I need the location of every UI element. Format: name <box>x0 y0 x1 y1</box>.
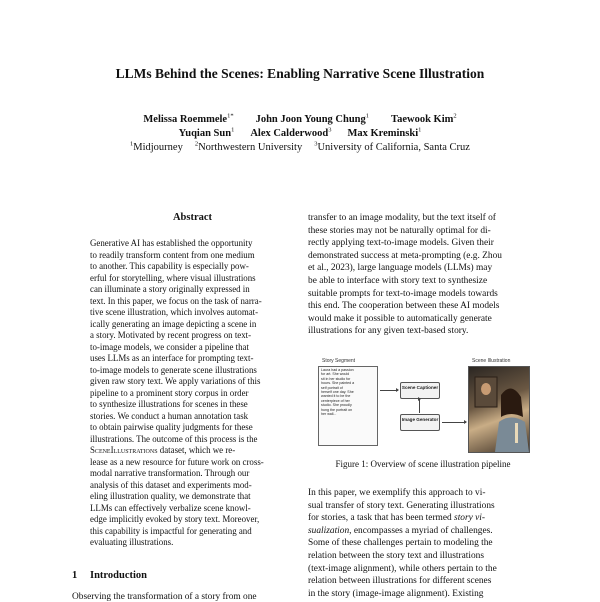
author-mark: 2 <box>453 112 457 120</box>
scene-illustration-image <box>468 366 530 453</box>
story-segment-box <box>318 366 378 446</box>
arrow-icon <box>442 422 466 423</box>
intro-first-line: Observing the transformation of a story from one <box>72 592 257 602</box>
body-line: relation between illustrations for different scenes <box>308 576 492 587</box>
story-text-line: centerpiece of her <box>321 398 350 403</box>
body-line: be able to interface with story text to synthesize <box>308 275 488 286</box>
affiliation-mark: 2 <box>194 140 199 148</box>
body-line: these stories may not be naturally optimal for di- <box>308 225 491 236</box>
body-line: rectly applying text-to-image models. Given their <box>308 238 494 249</box>
abstract-line: lease as a new resource for future work on cross- <box>90 456 264 467</box>
body-line: suitable prompts for text-to-image models towards <box>308 288 498 299</box>
abstract-line: to another. This capability is especially pow- <box>90 261 249 271</box>
abstract-line: uses LLMs as an interface for prompting text- <box>90 353 254 363</box>
abstract-line: evaluating illustrations. <box>90 537 174 547</box>
author-name: Alex Calderwood$^3$ <box>250 126 332 139</box>
authors-line-1 <box>0 114 600 125</box>
abstract-body <box>90 238 295 549</box>
body-line: (text-image alignment), while others pertain to the <box>308 563 497 574</box>
affiliation: $^1$Midjourney <box>130 140 183 153</box>
affiliations <box>0 142 600 153</box>
scene-captioner-box: Scene Captioner <box>400 382 440 399</box>
abstract-line: to synthesize illustrations for scenes in these <box>90 399 248 409</box>
body-line: would make it possible to automatically generate <box>308 313 492 324</box>
story-text-line: her wall... <box>321 412 337 417</box>
author-name: Yuqian Sun$^1$ <box>178 126 235 139</box>
abstract-line: text. In this paper, we focus on the task of narra- <box>90 295 262 306</box>
story-text-line: Laura had a passion <box>321 368 354 372</box>
abstract-line: pipeline to a prominent story corpus in order <box>90 387 249 398</box>
abstract-line: erful for storytelling, where visual illustrations <box>90 272 256 283</box>
story-text-line: studio. She proudly <box>321 403 352 408</box>
abstract-line: SceneIllustrations dataset, which we re- <box>90 445 236 455</box>
arrow-down-icon <box>419 399 420 413</box>
figure-pipeline <box>316 358 530 453</box>
body-line: Some of these challenges pertain to modeling the <box>308 538 493 549</box>
abstract-line: stories. We conduct a human annotation task <box>90 410 249 421</box>
body-line: demonstrated success at meta-prompting (e.g. Zhou <box>308 250 502 261</box>
abstract-line: modal narrative transformation. Through our <box>90 468 250 478</box>
abstract-line: tive scene illustration, which involves automat- <box>90 307 259 317</box>
author-mark: 1 <box>231 126 235 134</box>
abstract-line: analysis of this dataset and experiments mod- <box>90 479 252 490</box>
abstract-heading: Abstract <box>172 212 213 223</box>
author-name: Taewook Kim$^2$ <box>391 112 457 125</box>
body-line: sualization, encompasses a myriad of challenges. <box>308 525 493 536</box>
story-text-line: herself one day. She <box>321 390 354 395</box>
abstract-line: to obtain pairwise quality judgments for these <box>90 422 253 432</box>
abstract-line: edge implicitly evoked by story text. Moreover, <box>90 514 260 524</box>
affiliation: $^2$Northwestern University <box>194 140 303 153</box>
abstract-line: a story. Motivated by recent progress on text- <box>90 330 252 340</box>
story-segment-label: Story Segment <box>322 358 356 364</box>
right-column-bottom-text <box>308 487 530 600</box>
painting-woman-icon <box>469 367 529 452</box>
affiliation: $^3$University of California, Santa Cruz <box>314 140 470 153</box>
image-generator-box: Image Generator <box>400 414 440 431</box>
story-text-line: self portrait of <box>321 385 343 390</box>
abstract-line: LLMs can effectively verbalize scene knowl- <box>90 502 251 513</box>
abstract-line: can illuminate a story originally expressed in <box>90 284 250 294</box>
abstract-line: to-image models to generate scene illustrations <box>90 364 257 375</box>
body-line: for stories, a task that has been termed story vi- <box>308 513 486 524</box>
story-text-line: for art. She would <box>321 372 350 377</box>
affiliation-mark: 3 <box>314 140 318 148</box>
section-heading-introduction <box>72 570 147 581</box>
authors-line-2 <box>0 128 600 139</box>
author-name: Melissa Roemmele$^{1*}$ <box>143 112 234 125</box>
author-name: Max Kreminski$^1$ <box>347 126 422 139</box>
section-number: 1 <box>72 570 78 581</box>
story-text-line: hung the portrait on <box>321 407 353 412</box>
right-column-top-text <box>308 212 530 338</box>
author-name: John Joon Young Chung$^1$ <box>255 112 370 125</box>
body-line: et al., 2023), large language models (LLMs) may <box>308 263 493 274</box>
author-mark: 1 <box>365 112 370 120</box>
arrow-icon <box>380 390 398 391</box>
body-line: this end. The cooperation between these AI models <box>308 301 500 312</box>
story-text-line: sit in her studio for <box>321 376 351 381</box>
story-text-line: wanted it to be the <box>321 394 351 399</box>
author-mark: 1 <box>418 126 422 134</box>
figure-caption: Figure 1: Overview of scene illustration pipeline <box>335 459 511 469</box>
body-line: sual transfer of story text. Generating illustrations <box>308 500 495 511</box>
scene-illustration-label: Scene Illustration <box>472 358 511 364</box>
abstract-line: ically generating an image depicting a scene in <box>90 318 257 329</box>
emphasis-term: sualization <box>308 525 350 536</box>
body-line: in the story (image-image alignment). Existing <box>308 588 484 599</box>
emphasis-term: story vi- <box>454 513 486 524</box>
abstract-line: illustrations. The outcome of this process is the <box>90 433 258 444</box>
body-line: illustrations for any given text-based story. <box>308 326 469 337</box>
section-title: Introduction <box>90 570 147 581</box>
dataset-name: SceneIllustrations <box>90 445 158 455</box>
author-mark: 1* <box>227 112 234 120</box>
abstract-line: to-image models, we consider a pipeline that <box>90 341 249 352</box>
body-line: transfer to an image modality, but the text itself of <box>308 213 496 223</box>
affiliation-mark: 1 <box>130 140 134 148</box>
body-line: relation between the story text and illustrations <box>308 550 484 561</box>
abstract-line: this capability is impactful for generating and <box>90 525 252 536</box>
author-mark: 3 <box>328 126 332 134</box>
abstract-line: to readily transform content from one medium <box>90 249 255 260</box>
body-line: In this paper, we exemplify this approach to vi- <box>308 488 486 498</box>
story-text-line: hours. She painted a <box>321 381 355 386</box>
abstract-line: given raw story text. We apply variations of this <box>90 376 261 386</box>
abstract-line: eling illustration quality, we demonstrate that <box>90 491 251 501</box>
abstract-line: Generative AI has established the opportunity <box>90 238 253 248</box>
paper-title: LLMs Behind the Scenes: Enabling Narrative Scene Illustration <box>115 66 485 81</box>
